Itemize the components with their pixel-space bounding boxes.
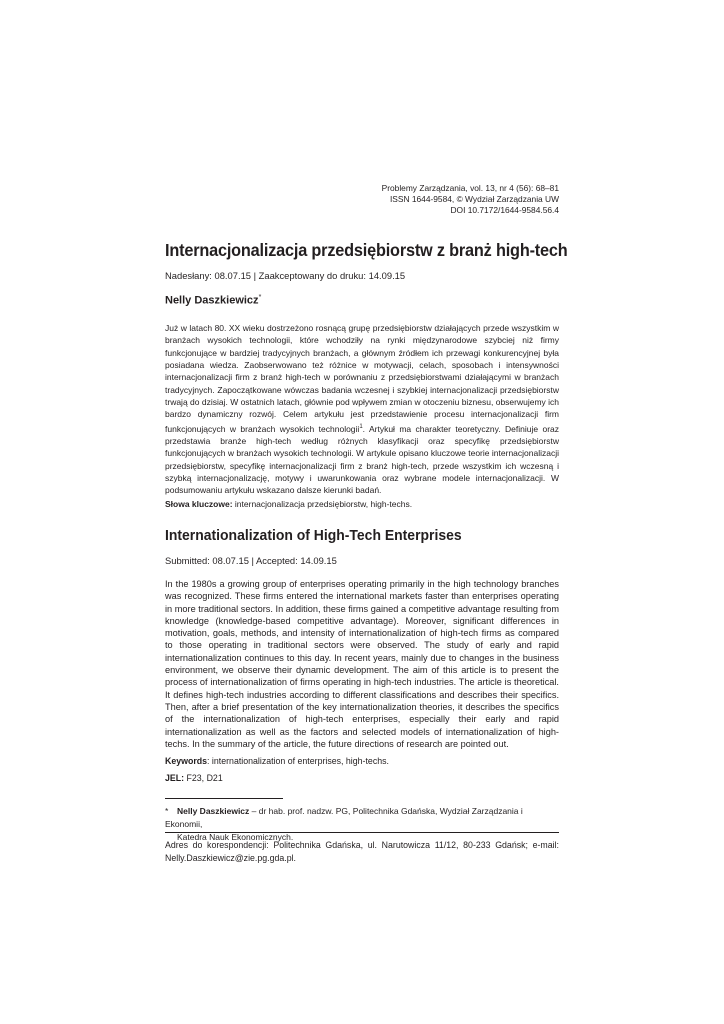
title-english: Internationalization of High-Tech Enterprises xyxy=(165,527,462,544)
journal-header xyxy=(382,183,559,216)
keywords-polish-label: Słowa kluczowe: xyxy=(165,499,233,509)
title-polish: Internacjonalizacja przedsiębiorstw z branż high-tech xyxy=(165,240,568,260)
keywords-english-label: Keywords xyxy=(165,756,208,766)
abstract-polish xyxy=(165,322,559,497)
author-footnote-affiliation: – dr hab. prof. nadzw. PG, Politechnika Gdańska, Wydział Zarządzania i Ekonomii, xyxy=(165,806,523,829)
journal-citation: Problemy Zarządzania, vol. 13, nr 4 (56): 68–81 xyxy=(381,183,559,193)
dates-polish: Nadesłany: 08.07.15 | Zaakceptowany do druku: 14.09.15 xyxy=(165,270,406,281)
keywords-english xyxy=(165,756,559,766)
keywords-polish xyxy=(165,499,559,509)
dates-english: Submitted: 08.07.15 | Accepted: 14.09.15 xyxy=(165,555,337,566)
jel-label: JEL: xyxy=(165,773,185,783)
footnote-divider xyxy=(165,798,283,799)
jel-codes xyxy=(165,773,559,783)
correspondence-address: Adres do korespondencji: Politechnika Gdańska, ul. Narutowicza 11/12, 80-233 Gdańsk; e-mail: Nelly.Daszkiewicz@zie.pg.gda.pl. xyxy=(165,840,559,863)
author-footnote-line2: Katedra Nauk Ekonomicznych. xyxy=(177,832,294,842)
author-footnote-mark: * xyxy=(258,294,262,301)
author-footnote-symbol: * xyxy=(165,806,169,816)
keywords-polish-text: internacjonalizacja przedsiębiorstw, high-techs. xyxy=(232,499,413,509)
keywords-english-text: : internationalization of enterprises, high-techs. xyxy=(207,756,389,766)
abstract-polish-part2: . Artykuł ma charakter teoretyczny. Definiuje oraz przedstawia branże high-tech według różnych klasyfikacji oraz specyfikę przedsiębiorstw funkcjonujących w branżach wysokich technologii. W artykule opisano kluczowe teorie internacjonalizacji przedsiębiorstw, specyfikę internacjonalizacji firm z branż high-tech, przede wszystkim ich wczesną i szybką internacjonalizację, motywy i uwarunkowania oraz wybrane modele internacjonalizacji. W podsumowaniu artykułu wskazano dalsze kierunki badań. xyxy=(165,423,559,496)
address-divider xyxy=(165,832,559,833)
journal-issn: ISSN 1644-9584, © Wydział Zarządzania UW xyxy=(389,194,559,204)
author-footnote-name: Nelly Daszkiewicz xyxy=(177,806,250,816)
abstract-english: In the 1980s a growing group of enterprises operating primarily in the high technology branches was recognized. These firms entered the international markets faster than enterprises operating in more traditional sectors. In addition, these firms gained a competitive advantage resulting from knowledge (knowledge-based competitive advantage). Moreover, significant differences in motivation, goals, methods, and intensity of internationalization of high-tech firms as compared to those operating in traditional sectors were observed. The study of early and rapid internationalization continues to this day. In recent years, mainly due to changes in the business environment, we observe their dynamic development. The aim of this article is to present the process of internationalization of firms operating in high-tech industries. The article is theoretical. It defines high-tech industries according to different classifications and describes their specifics. Then, after a brief presentation of the key internationalization theories, it describes the specifics of the internationalization of high-tech enterprises, especially their early and rapid internationalization as well as the factors and selected models of internationalization of high-techs. In the summary of the article, the future directions of research are pointed out. xyxy=(165,579,559,749)
abstract-polish-part1: Już w latach 80. XX wieku dostrzeżono rosnącą grupę przedsiębiorstw działających przede wszystkim w branżach wysokich technologii, które wchodziły na rynki międzynarodowe szybciej niż firmy funkcjonujące w bardziej tradycyjnych branżach, a głównym źródłem ich przewagi konkurencyjnej była posiadana wiedza. Zaobserwowano też różnice w motywacji, celach, sposobach i intensywności internacjonalizacji firm z branż high-tech w porównaniu z przedsiębiorstwami działającymi w branżach tradycyjnych. Zapoczątkowane wówczas badania wczesnej i szybkiej internacjonalizacji przedsiębiorstw trwają do dzisiaj. W ostatnich latach, głównie pod wpływem zmian w otoczeniu biznesu, obserwujemy ich bardzo dynamiczny rozwój. Celem artykułu jest przedstawienie procesu internacjonalizacji firm funkcjonujących w branżach wysokich technologii xyxy=(165,323,560,434)
author-name xyxy=(165,294,559,307)
jel-text: F23, D21 xyxy=(184,773,223,783)
footnote-ref-1: 1 xyxy=(359,423,363,430)
journal-doi: DOI 10.7172/1644-9584.56.4 xyxy=(450,205,559,215)
author-name-text: Nelly Daszkiewicz xyxy=(165,294,259,307)
author-footnote-line1 xyxy=(165,805,559,831)
